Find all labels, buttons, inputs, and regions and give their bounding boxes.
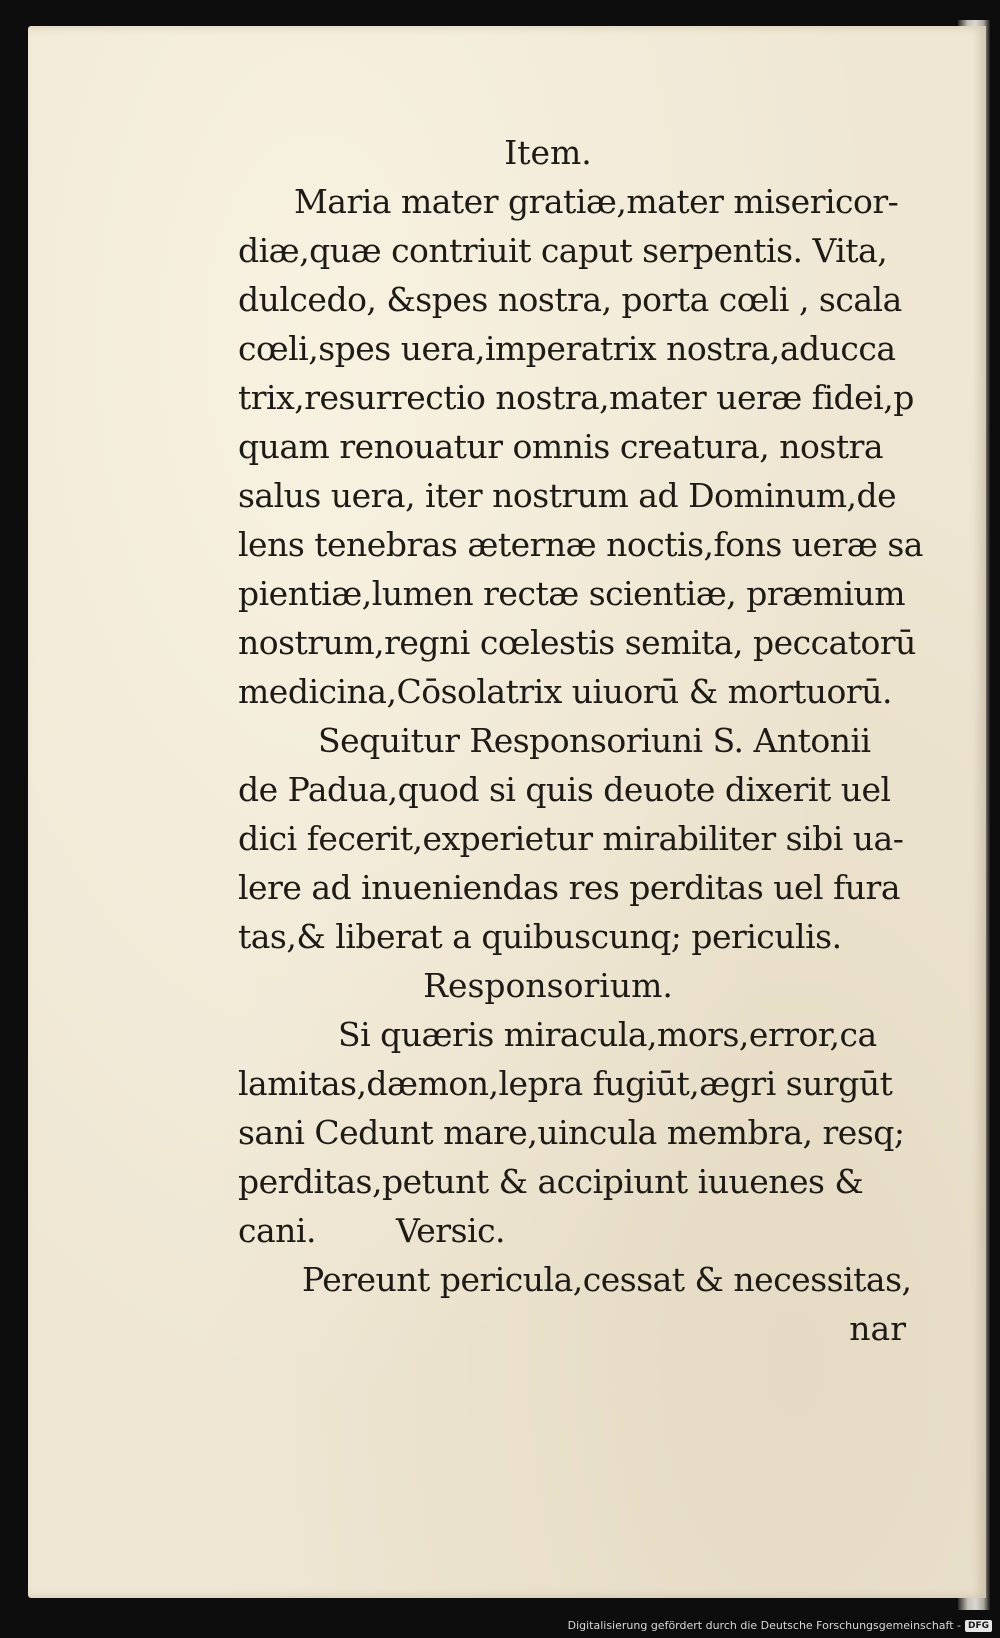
text-line: medicina,Cōsolatrix uiuorū & mortuorū. xyxy=(238,672,892,711)
text-fragment: cani. xyxy=(238,1211,316,1250)
page-subheading: Responsorium. xyxy=(423,966,673,1005)
text-line: lere ad inueniendas res perditas uel fura xyxy=(238,868,901,907)
text-line: trix,resurrectio nostra,mater ueræ fidei,p xyxy=(238,378,914,417)
text-line: lamitas,dæmon,lepra fugiūt,ægri surgūt xyxy=(238,1064,893,1103)
digitization-credit xyxy=(568,1619,992,1632)
text-line: Sequitur Responsoriuni S. Antonii xyxy=(318,721,871,760)
versicle-label: Versic. xyxy=(395,1211,506,1250)
text-line: quam renouatur omnis creatura, nostra xyxy=(238,427,884,466)
text-line: tas,& liberat a quibuscunq; periculis. xyxy=(238,917,842,956)
text-line: nostrum,regni cœlestis semita, peccatorū xyxy=(238,623,916,662)
text-line: de Padua,quod si quis deuote dixerit uel xyxy=(238,770,891,809)
text-line: cœli,spes uera,imperatrix nostra,aducca xyxy=(238,329,896,368)
text-line: sani Cedunt mare,uincula membra, resq; xyxy=(238,1113,905,1152)
text-line: Maria mater gratiæ,mater misericor- xyxy=(294,182,899,221)
page-text xyxy=(238,128,923,1353)
page-heading: Item. xyxy=(504,133,592,172)
catchword: nar xyxy=(849,1309,906,1348)
text-line: Pereunt pericula,cessat & necessitas, xyxy=(302,1260,912,1299)
text-line: diæ,quæ contriuit caput serpentis. Vita, xyxy=(238,231,888,270)
dfg-logo: DFG xyxy=(965,1620,992,1632)
text-line-with-versicle xyxy=(238,1206,918,1255)
text-line: salus uera, iter nostrum ad Dominum,de xyxy=(238,476,897,515)
credit-text: Digitalisierung gefördert durch die Deutsche Forschungsgemeinschaft - xyxy=(567,1619,961,1632)
text-line: lens tenebras æternæ noctis,fons ueræ sa xyxy=(238,525,923,564)
text-line: pientiæ,lumen rectæ scientiæ, præmium xyxy=(238,574,906,613)
text-line: dulcedo, &spes nostra, porta cœli , scala xyxy=(238,280,902,319)
text-line: Si quæris miracula,mors,error,ca xyxy=(338,1015,877,1054)
text-line: perditas,petunt & accipiunt iuuenes & xyxy=(238,1162,864,1201)
text-line: dici fecerit,experietur mirabiliter sibi ua- xyxy=(238,819,904,858)
